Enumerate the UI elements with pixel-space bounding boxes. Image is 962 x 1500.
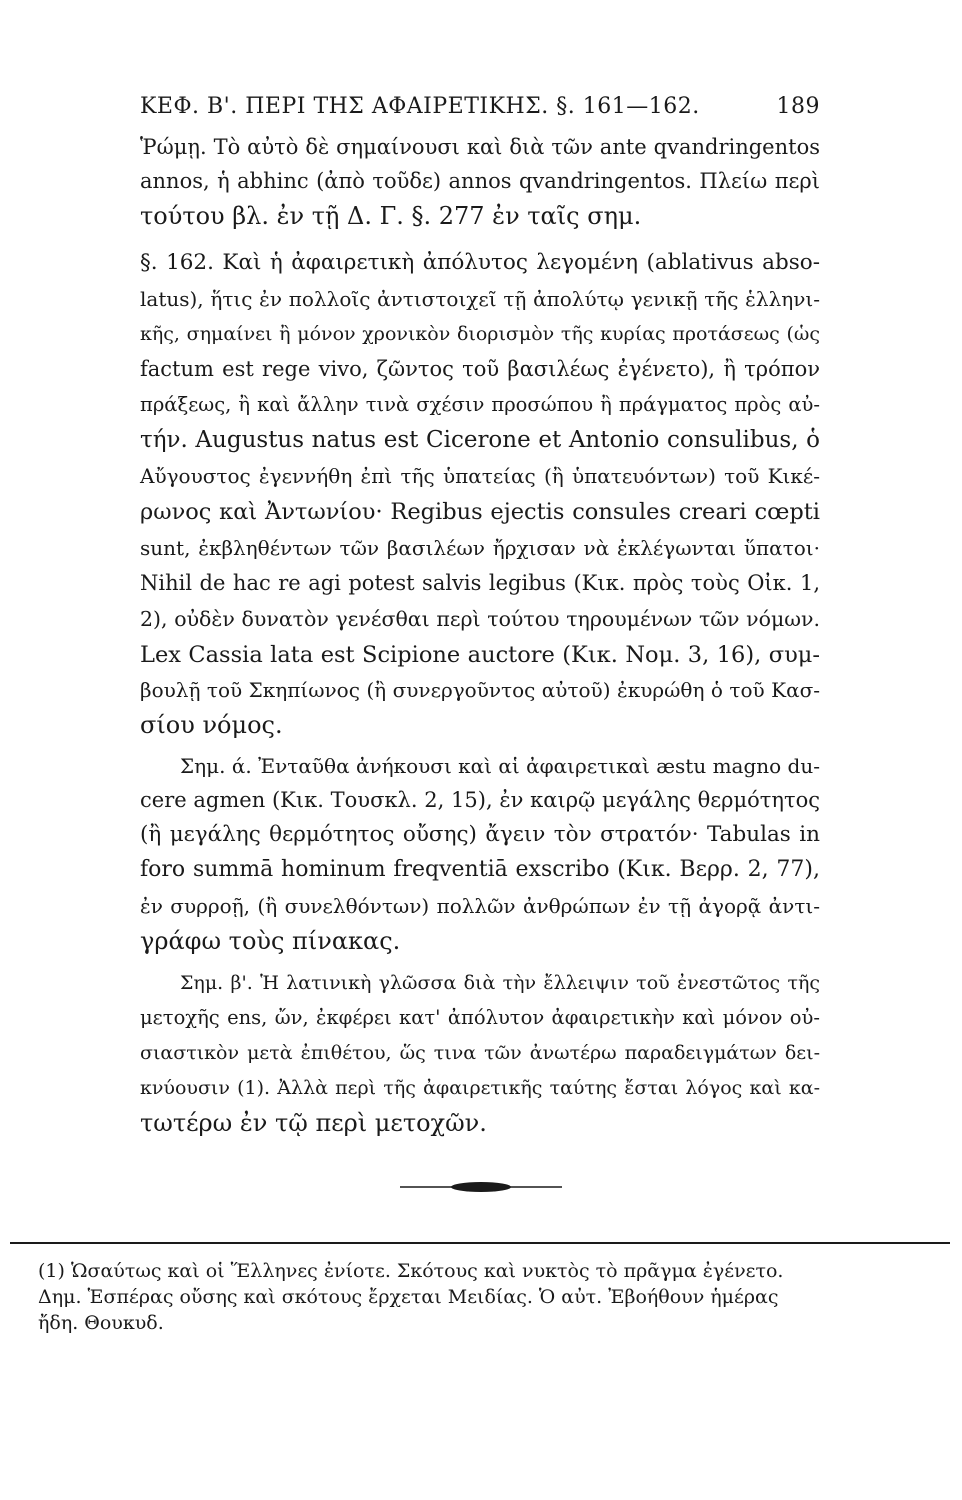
text-line: πράξεως, ἢ καὶ ἄλλην τινὰ σχέσιν προσώπου ἢ πράγματος πρὸς αὐ- — [140, 393, 820, 416]
text-line: foro summā hominum freqventiā exscribo (Κικ. Βερρ. 2, 77), — [140, 857, 820, 882]
text-line: annos, ἡ abhinc (ἀπὸ τοῦδε) annos qvandringentos. Πλείω περὶ — [140, 169, 820, 193]
text-line: Ῥώμῃ. Τὸ αὐτὸ δὲ σημαίνουσι καὶ διὰ τῶν ante qvandringentos — [140, 135, 820, 159]
text-line: τούτου βλ. ἐν τῇ Δ. Γ. §. 277 ἐν ταῖς σημ. — [140, 202, 642, 230]
page-number: 189 — [776, 94, 820, 119]
text-line: cere agmen (Κικ. Τουσκλ. 2, 15), ἐν καιρῷ μεγάλης θερμότητος — [140, 788, 820, 812]
footnote-rule — [10, 1242, 950, 1244]
text-line: ρωνος καὶ Ἀντωνίου· Regibus ejectis consules creari cœpti — [140, 499, 820, 525]
text-line: τωτέρω ἐν τῷ περὶ μετοχῶν. — [140, 1109, 487, 1137]
footnote-line: Δημ. Ἑσπέρας οὔσης καὶ σκότους ἔρχεται Μειδίας. Ὁ αὐτ. Ἐβοήθουν ἡμέρας — [38, 1286, 779, 1308]
text-line: τήν. Augustus natus est Cicerone et Antonio consulibus, ὁ — [140, 427, 820, 453]
note-a-line: Σημ. ά. Ἐνταῦθα ἀνήκουσι καὶ αἱ ἀφαιρετικαὶ æstu magno du- — [180, 754, 820, 778]
running-title: ΚΕΦ. Β'. ΠΕΡΙ ΤΗΣ ΑΦΑΙΡΕΤΙΚΗΣ. §. 161—162. — [140, 94, 700, 119]
note-b-line: Σημ. β'. Ἡ λατινικὴ γλῶσσα διὰ τὴν ἔλλειψιν τοῦ ἐνεστῶτος τῆς — [180, 972, 820, 994]
text-line: Αὔγουστος ἐγεννήθη ἐπὶ τῆς ὑπατείας (ἢ ὑπατευόντων) τοῦ Κικέ- — [140, 464, 820, 488]
text-line: κῆς, σημαίνει ἢ μόνον χρονικὸν διορισμὸν τῆς κυρίας προτάσεως (ὡς — [140, 323, 820, 345]
running-header — [140, 94, 820, 119]
text-line: latus), ἥτις ἐν πολλοῖς ἀντιστοιχεῖ τῇ ἀπολύτῳ γενικῇ τῆς ἑλληνι- — [140, 287, 820, 311]
text-line: 2), οὐδὲν δυνατὸν γενέσθαι περὶ τούτου τηρουμένων τῶν νόμων. — [140, 607, 820, 631]
text-line: (ἢ μεγάλης θερμότητος οὔσης) ἄγειν τὸν στρατόν· Tabulas in — [140, 822, 820, 847]
text-line: σίου νόμος. — [140, 711, 283, 739]
ornament-divider — [400, 1180, 562, 1194]
text-line: ἐν συρροῇ, (ἢ συνελθόντων) πολλῶν ἀνθρώπων ἐν τῇ ἀγορᾷ ἀντι- — [140, 894, 820, 918]
text-line: Lex Cassia lata est Scipione auctore (Κικ. Νομ. 3, 16), συμ- — [140, 642, 820, 668]
footnote-line: (1) Ὡσαύτως καὶ οἱ Ἕλληνες ἐνίοτε. Σκότους καὶ νυκτὸς τὸ πρᾶγμα ἐγένετο. — [38, 1260, 784, 1282]
text-line: sunt, ἐκβληθέντων τῶν βασιλέων ἤρχισαν νὰ ἐκλέγωνται ὕπατοι· — [140, 536, 820, 560]
text-line: factum est rege vivo, ζῶντος τοῦ βασιλέως ἐγένετο), ἢ τρόπον — [140, 357, 820, 381]
text-line: Nihil de hac re agi potest salvis legibus (Κικ. πρὸς τοὺς Οἰκ. 1, — [140, 571, 820, 595]
text-line: βουλῇ τοῦ Σκηπίωνος (ἢ συνεργοῦντος αὐτοῦ) ἐκυρώθη ὁ τοῦ Κασ- — [140, 678, 820, 702]
text-line: σιαστικὸν μετὰ ἐπιθέτου, ὥς τινα τῶν ἀνωτέρω παραδειγμάτων δει- — [140, 1042, 820, 1064]
footnote-line: ἤδη. Θουκυδ. — [38, 1312, 164, 1334]
text-line: γράφω τοὺς πίνακας. — [140, 927, 401, 955]
text-line: μετοχῆς ens, ὤν, ἐκφέρει κατ' ἀπόλυτον ἀφαιρετικὴν καὶ μόνον οὐ- — [140, 1006, 820, 1029]
text-line: κνύουσιν (1). Ἀλλὰ περὶ τῆς ἀφαιρετικῆς ταύτης ἔσται λόγος καὶ κα- — [140, 1077, 820, 1099]
section-heading-line: §. 162. Καὶ ἡ ἀφαιρετικὴ ἀπόλυτος λεγομένη (ablativus abso- — [140, 250, 820, 275]
